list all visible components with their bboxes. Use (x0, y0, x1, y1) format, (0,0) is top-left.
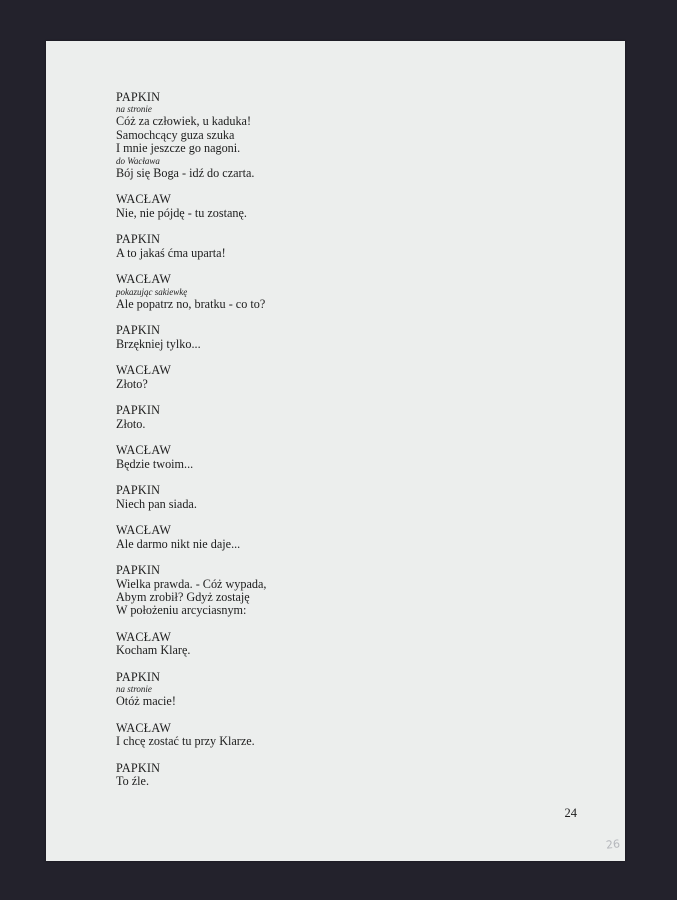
handwritten-page-mark: 26 (605, 837, 621, 852)
speaker-name: PAPKIN (116, 563, 161, 578)
dialogue-block (116, 722, 476, 749)
dialogue-block (116, 564, 476, 618)
dialogue-line: Cóż za człowiek, u kaduka! (116, 114, 252, 129)
dialogue-line: Abym zrobił? Gdyż zostaję (116, 590, 250, 605)
dialogue-block (116, 444, 476, 471)
dialogue-line: Ale darmo nikt nie daje... (116, 536, 241, 551)
speaker-name: WACŁAW (116, 630, 172, 645)
dialogue-block (116, 91, 476, 180)
dialogue-line: Nie, nie pójdę - tu zostanę. (116, 205, 247, 220)
dialogue-line: Bój się Boga - idź do czarta. (116, 165, 255, 180)
dialogue-line: Wielka prawda. - Cóż wypada, (116, 576, 267, 591)
document-page (46, 41, 625, 861)
speaker-name: WACŁAW (116, 523, 172, 538)
dialogue-line: To źle. (116, 774, 149, 789)
dialogue-block (116, 324, 476, 351)
stage-direction: na stronie (116, 684, 152, 695)
speaker-name: WACŁAW (116, 192, 172, 207)
speaker-name: WACŁAW (116, 272, 172, 287)
speaker-name: PAPKIN (116, 670, 161, 685)
stage-direction: pokazując sakiewkę (116, 286, 188, 297)
dialogue-block (116, 404, 476, 431)
stage-direction: do Wacława (116, 155, 160, 166)
speaker-name: WACŁAW (116, 363, 172, 378)
dialogue-block (116, 524, 476, 551)
dialogue-block (116, 671, 476, 709)
speaker-name: PAPKIN (116, 403, 161, 418)
dialogue-line: A to jakaś ćma uparta! (116, 245, 226, 260)
script-text (116, 91, 476, 802)
speaker-name: WACŁAW (116, 443, 172, 458)
dialogue-line: Ale popatrz no, bratku - co to? (116, 296, 266, 311)
dialogue-block (116, 631, 476, 658)
dialogue-line: Złoto? (116, 376, 148, 391)
dialogue-block (116, 762, 476, 789)
dialogue-line: Otóż macie! (116, 694, 176, 709)
dialogue-line: I chcę zostać tu przy Klarze. (116, 734, 255, 749)
speaker-name: PAPKIN (116, 761, 161, 776)
dialogue-line: I mnie jeszcze go nagoni. (116, 141, 241, 156)
dialogue-line: W położeniu arcyciasnym: (116, 603, 247, 618)
dialogue-line: Będzie twoim... (116, 456, 194, 471)
speaker-name: WACŁAW (116, 721, 172, 736)
dialogue-block (116, 193, 476, 220)
dialogue-block (116, 233, 476, 260)
speaker-name: PAPKIN (116, 323, 161, 338)
dialogue-line: Kocham Klarę. (116, 643, 191, 658)
dialogue-block (116, 273, 476, 311)
page-number: 24 (564, 806, 577, 820)
dialogue-line: Brzękniej tylko... (116, 336, 201, 351)
dialogue-block (116, 364, 476, 391)
dialogue-line: Samochcący guza szuka (116, 127, 235, 142)
dialogue-line: Złoto. (116, 416, 146, 431)
speaker-name: PAPKIN (116, 232, 161, 247)
stage-direction: na stronie (116, 104, 152, 115)
dialogue-line: Niech pan siada. (116, 496, 197, 511)
speaker-name: PAPKIN (116, 90, 161, 104)
dialogue-block (116, 484, 476, 511)
speaker-name: PAPKIN (116, 483, 161, 498)
